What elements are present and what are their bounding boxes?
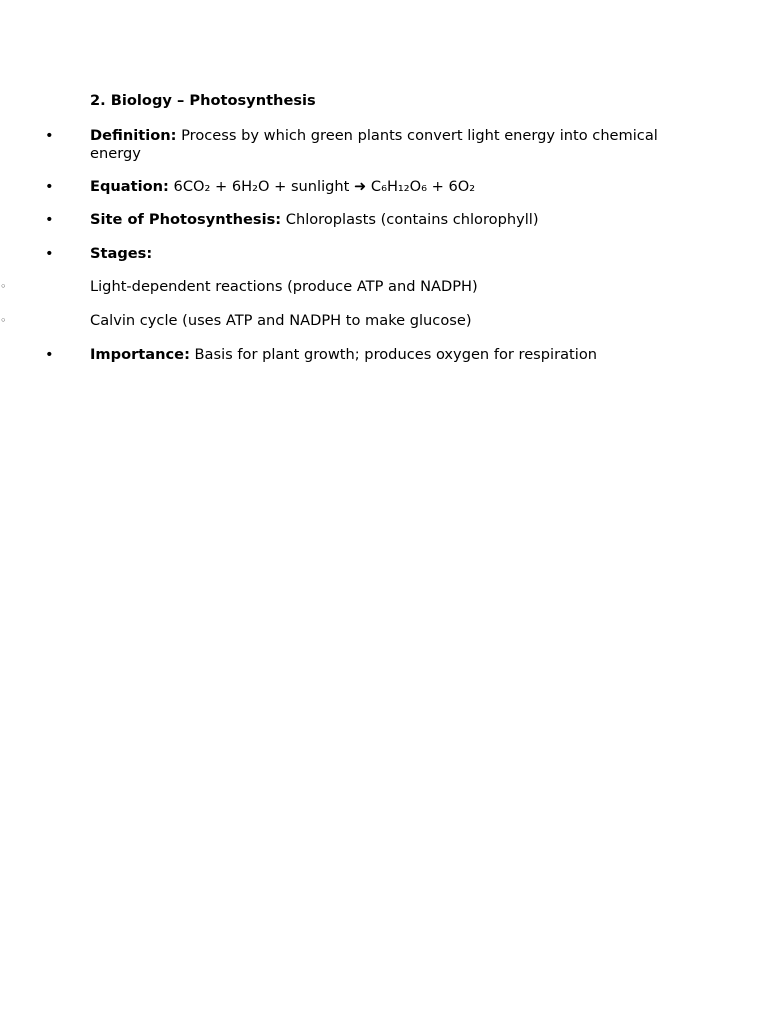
bullet-icon: • xyxy=(45,346,54,363)
bullet-icon: • xyxy=(45,127,54,144)
item-label: Definition: xyxy=(90,127,177,144)
item-text: Chloroplasts (contains chlorophyll) xyxy=(281,211,539,228)
list-item-content: Calvin cycle (uses ATP and NADPH to make glucose) xyxy=(90,312,472,329)
section-title: 2. Biology – Photosynthesis xyxy=(90,92,316,109)
item-label: Stages: xyxy=(90,245,153,262)
item-text: Process by which green plants convert light energy into chemical energy xyxy=(90,127,658,162)
list-item-content xyxy=(90,245,690,263)
list-item-content xyxy=(90,178,690,196)
bullet-icon: • xyxy=(45,178,54,195)
item-text: Basis for plant growth; produces oxygen for respiration xyxy=(189,346,598,363)
bullet-icon: • xyxy=(45,245,54,262)
sub-bullet-icon: ◦ xyxy=(0,280,7,293)
sub-bullet-icon: ◦ xyxy=(0,314,7,327)
item-label: Importance: xyxy=(90,346,190,363)
item-label: Equation: xyxy=(90,178,169,195)
list-item-content xyxy=(90,346,690,364)
list-item-content xyxy=(90,127,690,163)
list-item-content: Light-dependent reactions (produce ATP and NADPH) xyxy=(90,278,478,295)
list-item-content xyxy=(90,211,690,229)
item-text: 6CO₂ + 6H₂O + sunlight ➜ C₆H₁₂O₆ + 6O₂ xyxy=(168,178,476,195)
bullet-icon: • xyxy=(45,211,54,228)
item-label: Site of Photosynthesis: xyxy=(90,211,282,228)
